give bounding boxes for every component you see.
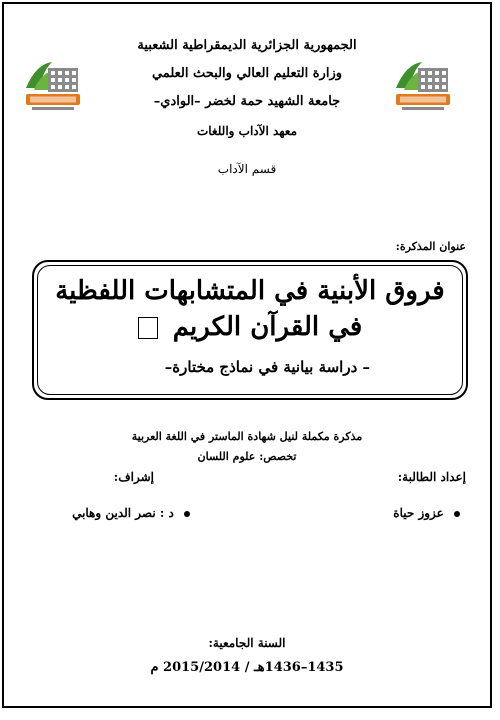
prepared-by-label: إعداد الطالبة:: [397, 470, 466, 484]
thesis-title-line2-text: في القرآن الكريم: [172, 312, 363, 342]
republic-line: الجمهورية الجزائرية الديمقراطية الشعبية: [137, 38, 357, 53]
cover-page: [2, 2, 492, 708]
supervisor-name-text: د : نصر الدين وهابي: [72, 506, 174, 520]
supervisor-label: إشراف:: [113, 470, 154, 484]
academic-year-label: السنة الجامعية:: [208, 636, 286, 650]
institute-line: معهد الآداب واللغات: [196, 124, 298, 138]
year-gregorian: 2015/2014 م: [150, 660, 241, 675]
university-logo-right: [392, 58, 454, 114]
university-line: جامعة الشهيد حمة لخضر –الوادي–: [153, 94, 341, 109]
student-name-text: عزوز حياة: [393, 506, 444, 520]
thesis-title-line2: [34, 312, 466, 342]
academic-year-value: [4, 660, 490, 675]
year-separator: /: [244, 660, 250, 675]
bullet-icon: [184, 511, 190, 517]
degree-note: مذكرة مكملة لنيل شهادة الماستر في اللغة العربية: [131, 430, 363, 443]
supervisor-name: [72, 506, 190, 520]
student-name: [393, 506, 460, 520]
department-line: قسم الآداب: [217, 162, 277, 176]
quran-ornament-icon: [138, 317, 158, 339]
university-logo-left: [22, 58, 84, 114]
ministry-line: وزارة التعليم العالي والبحث العلمي: [151, 66, 343, 81]
thesis-title-box: [32, 260, 468, 400]
specialty-note: تخصص: علوم اللسان: [197, 450, 297, 463]
thesis-title-label: عنوان المذكرة:: [395, 240, 466, 253]
thesis-subtitle: – دراسة بيانية في نماذج مختارة–: [164, 358, 370, 376]
year-hijri: 1435–1436هـ: [253, 660, 344, 675]
bullet-icon: [454, 511, 460, 517]
thesis-title-line1: فروق الأبنية في المتشابهات اللفظية: [55, 276, 445, 306]
